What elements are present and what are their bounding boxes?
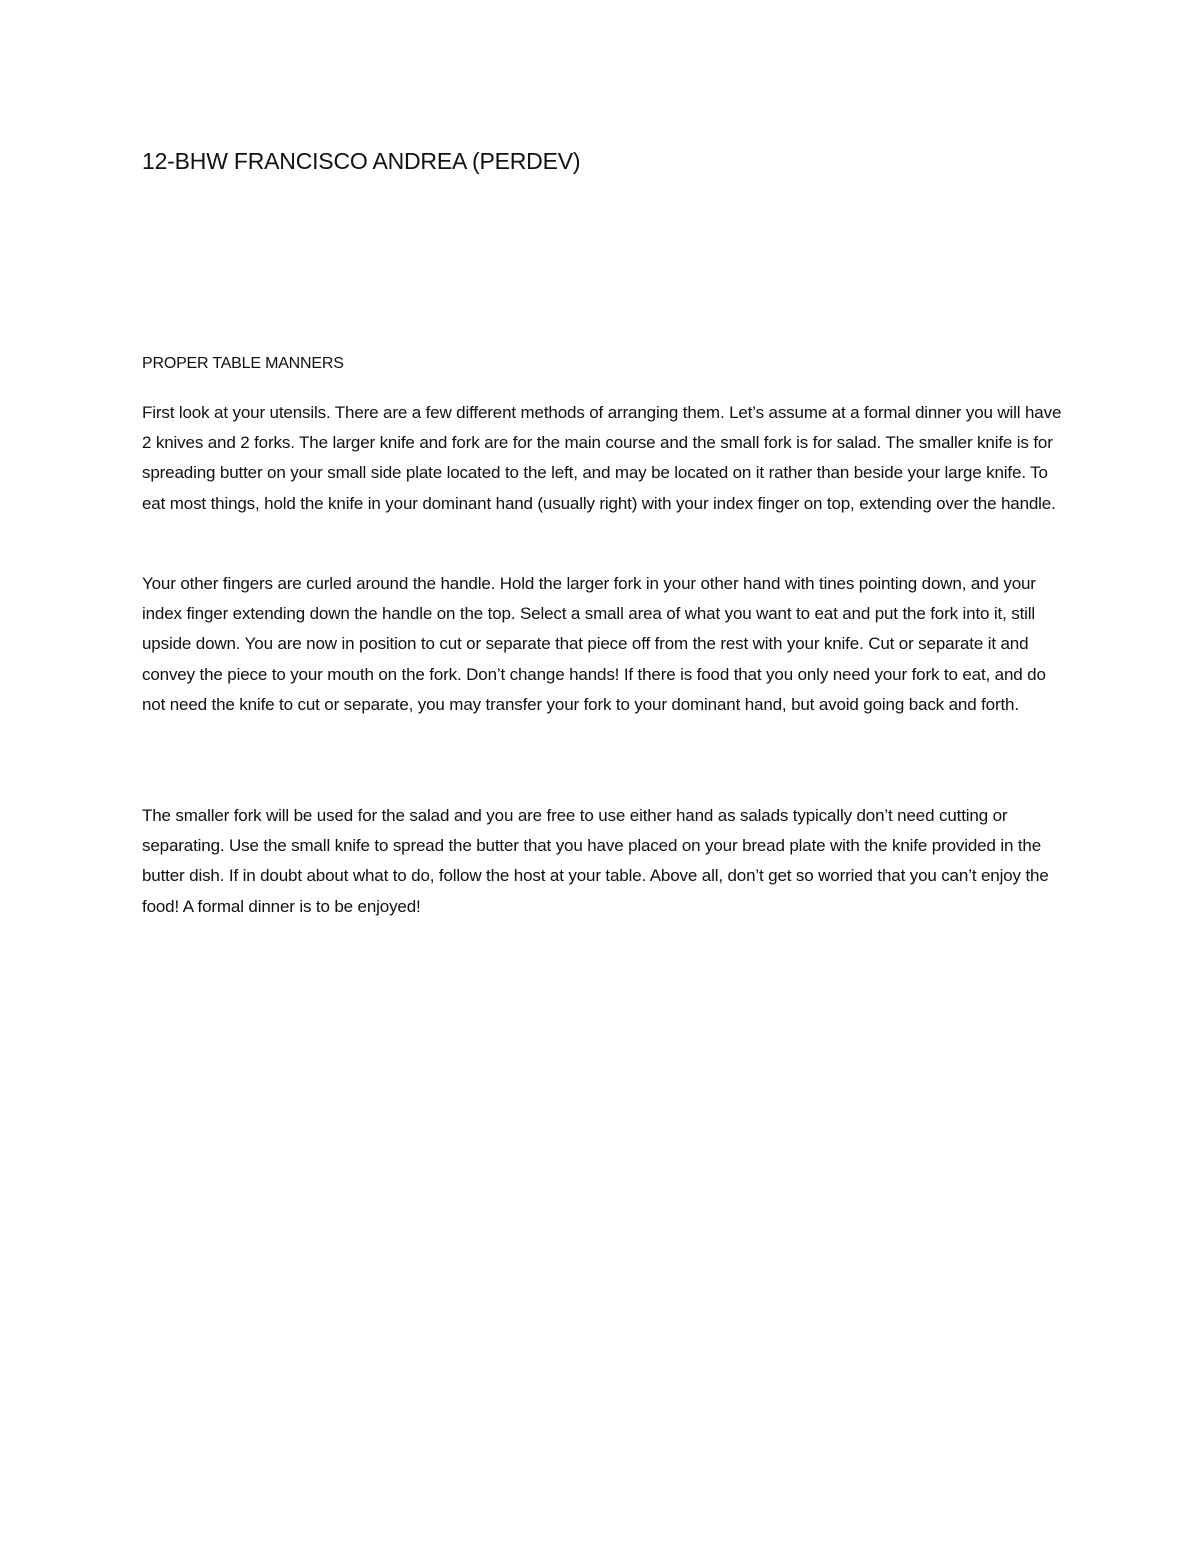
document-title: 12-BHW FRANCISCO ANDREA (PERDEV) (142, 148, 581, 174)
paragraph-1: First look at your utensils. There are a few different methods of arranging them. Let’s assume at a formal dinner you will have 2 knives and 2 forks. The larger knife and fork are for the main course and the small fork is for salad. The smaller knife is for spreading butter on your small side plate located to the left, and may be located on it rather than beside your large knife. To eat most things, hold the knife in your dominant hand (usually right) with your index finger on top, extending over the handle. (142, 403, 1062, 513)
paragraph-2: Your other fingers are curled around the handle. Hold the larger fork in your other hand with tines pointing down, and your index finger extending down the handle on the top. Select a small area of what you want to eat and put the fork into it, still upside down. You are now in position to cut or separate that piece off from the rest with your knife. Cut or separate it and convey the piece to your mouth on the fork. Don’t change hands! If there is food that you only need your fork to eat, and do not need the knife to cut or separate, you may transfer your fork to your dominant hand, but avoid going back and forth. (142, 574, 1046, 714)
paragraph-3: The smaller fork will be used for the salad and you are free to use either hand as salads typically don’t need cutting or separating. Use the small knife to spread the butter that you have placed on your bread plate with the knife provided in the butter dish. If in doubt about what to do, follow the host at your table. Above all, don’t get so worried that you can’t enjoy the food! A formal dinner is to be enjoyed! (142, 806, 1049, 916)
section-heading: PROPER TABLE MANNERS (142, 355, 344, 372)
